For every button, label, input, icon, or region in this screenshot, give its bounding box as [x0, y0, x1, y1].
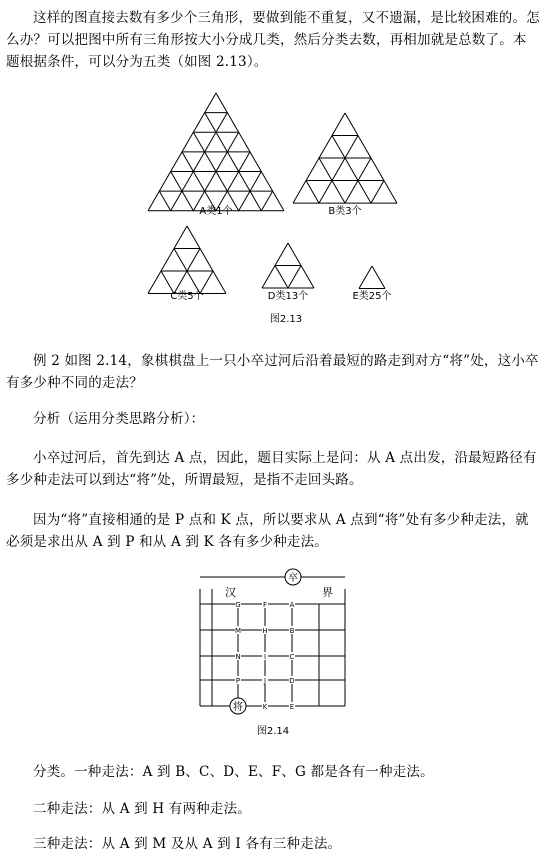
triangle-class-c [148, 226, 226, 294]
paragraph-intro: 这样的图直接去数有多少个三角形，要做到能不重复，又不遗漏，是比较困难的。怎么办？可以把图中所有三角形按大小分成几类，然后分类去数，再相加就是总数了。本题根据条件，可以分为五类（如图 2.13）。 [6, 10, 540, 70]
point-label-k: K [262, 703, 268, 711]
triangle-diagram [0, 88, 545, 333]
paragraph-first-step: 小卒过河后，首先到达 A 点，因此，题目实际上是问：从 A 点出发，沿最短路径有多少种走法可以到达“将”处，所谓最短，是指不走回头路。 [6, 450, 537, 488]
general-piece [230, 698, 246, 714]
paragraph-two-ways: 二种走法：从 A 到 H 有两种走法。 [33, 801, 251, 817]
river-label-right: 界 [322, 586, 333, 599]
point-label-p: P [235, 677, 241, 685]
point-label-i: I [263, 653, 267, 661]
soldier-piece-label: 卒 [288, 573, 298, 584]
general-piece-label: 将 [233, 702, 243, 713]
triangle-class-b [293, 113, 397, 203]
point-label-f: F [262, 601, 268, 609]
figure-caption: 图2.13 [269, 314, 303, 325]
figure-2-13 [0, 88, 545, 333]
paragraph-analysis: 分析（运用分类思路分析）： [33, 411, 205, 427]
paragraph-reason: 因为“将”直接相通的是 P 点和 K 点，所以要求从 A 点到“将”处有多少种走法，就必须是求出从 A 到 P 和从 A 到 K 各有多少种走法。 [6, 512, 529, 550]
triangle-class-d [262, 243, 314, 288]
soldier-piece [285, 569, 301, 585]
figure-caption-2-14: 图2.14 [256, 726, 290, 737]
point-label-n: N [235, 653, 241, 661]
label-class-d: D类13个 [267, 291, 309, 302]
triangle-class-a [148, 93, 284, 211]
point-label-c: C [289, 653, 295, 661]
label-class-e: E类25个 [352, 291, 392, 302]
label-class-c: C类5个 [170, 291, 204, 302]
point-label-h: H [262, 627, 268, 635]
paragraph-example-2: 例 2 如图 2.14，象棋棋盘上一只小卒过河后沿着最短的路走到对方“将”处，这小卒有多少种不同的走法？ [6, 353, 539, 391]
point-label-e: E [289, 703, 295, 711]
point-label-g: G [235, 601, 241, 609]
point-label-d: D [289, 677, 295, 685]
point-label-j: J [263, 677, 267, 685]
river-label-left: 汉 [225, 586, 236, 599]
label-class-b: B类3个 [328, 206, 362, 217]
point-label-b: B [289, 627, 295, 635]
point-label-m: M [234, 627, 242, 635]
figure-2-14 [195, 568, 355, 740]
point-label-a: A [289, 601, 295, 609]
label-class-a: A类1个 [199, 206, 233, 217]
triangle-class-e [359, 266, 385, 289]
paragraph-three-ways: 三种走法：从 A 到 M 及从 A 到 I 各有三种走法。 [33, 836, 342, 852]
chessboard-diagram [195, 568, 355, 740]
paragraph-classify: 分类。一种走法：A 到 B、C、D、E、F、G 都是各有一种走法。 [33, 764, 434, 780]
